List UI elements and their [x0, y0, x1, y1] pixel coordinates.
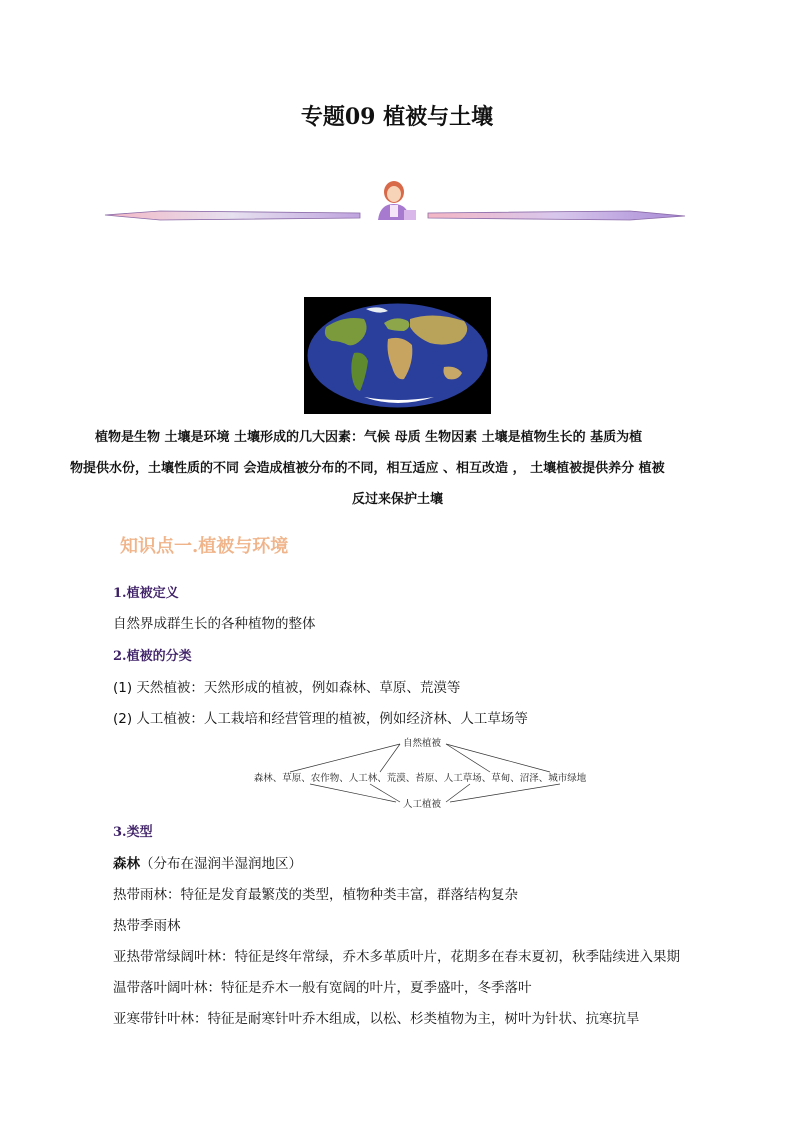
forest-label: 森林 [113, 856, 140, 872]
section-1-heading: 1.植被定义 [113, 586, 179, 601]
section-2-heading: 2.植被的分类 [113, 649, 192, 664]
page-title: 专题09 植被与土壤 [300, 104, 494, 130]
forest-note: （分布在湿润半湿润地区） [140, 856, 302, 872]
intro-line-2: 物提供水份，土壤性质的不同 会造成植被分布的不同，相互适应 、相互改造 ， 土壤植被提供养分 植被 [70, 461, 665, 476]
intro-paragraph [70, 422, 725, 515]
diagram-bottom-label: 人工植被 [402, 799, 442, 810]
header-decoration [100, 178, 690, 228]
left-ribbon [105, 211, 360, 220]
teacher-icon [378, 181, 416, 220]
forest-line [113, 852, 302, 872]
deciduous-forest-text: 温带落叶阔叶林：特征是乔木一般有宽阔的叶片，夏季盛叶，冬季落叶 [113, 980, 532, 996]
intro-line-1: 植物是生物 土壤是环境 土壤形成的几大因素：气候 母质 生物因素 土壤是植物生长的 基质为植 [95, 430, 643, 445]
evergreen-forest-text: 亚热带常绿阔叶林：特征是终年常绿，乔木多革质叶片，花期多在春末夏初，秋季陆续进入果期 [113, 949, 680, 965]
diagram-middle-label: 森林、草原、农作物、人工林、荒漠、苔原、人工草场、草甸、沼泽、城市绿地 [253, 773, 587, 784]
vegetation-diagram [250, 736, 590, 810]
diagram-top-label: 自然植被 [402, 738, 442, 749]
rainforest-text: 热带雨林：特征是发育最繁茂的类型，植物种类丰富，群落结构复杂 [113, 887, 518, 903]
world-map-image [304, 297, 491, 414]
section-1-text: 自然界成群生长的各种植物的整体 [113, 616, 316, 632]
section-3-heading: 3.类型 [113, 825, 153, 840]
knowledge-point-heading: 知识点一.植被与环境 [120, 536, 289, 557]
right-ribbon [428, 211, 685, 220]
section-2-item-2: (2) 人工植被：人工栽培和经营管理的植被，例如经济林、人工草场等 [113, 711, 528, 727]
monsoon-forest-text: 热带季雨林 [113, 918, 181, 934]
coniferous-forest-text: 亚寒带针叶林：特征是耐寒针叶乔木组成，以松、杉类植物为主，树叶为针状、抗寒抗旱 [113, 1011, 640, 1027]
intro-line-3: 反过来保护土壤 [351, 492, 443, 507]
section-2-item-1: (1) 天然植被：天然形成的植被，例如森林、草原、荒漠等 [113, 680, 461, 696]
